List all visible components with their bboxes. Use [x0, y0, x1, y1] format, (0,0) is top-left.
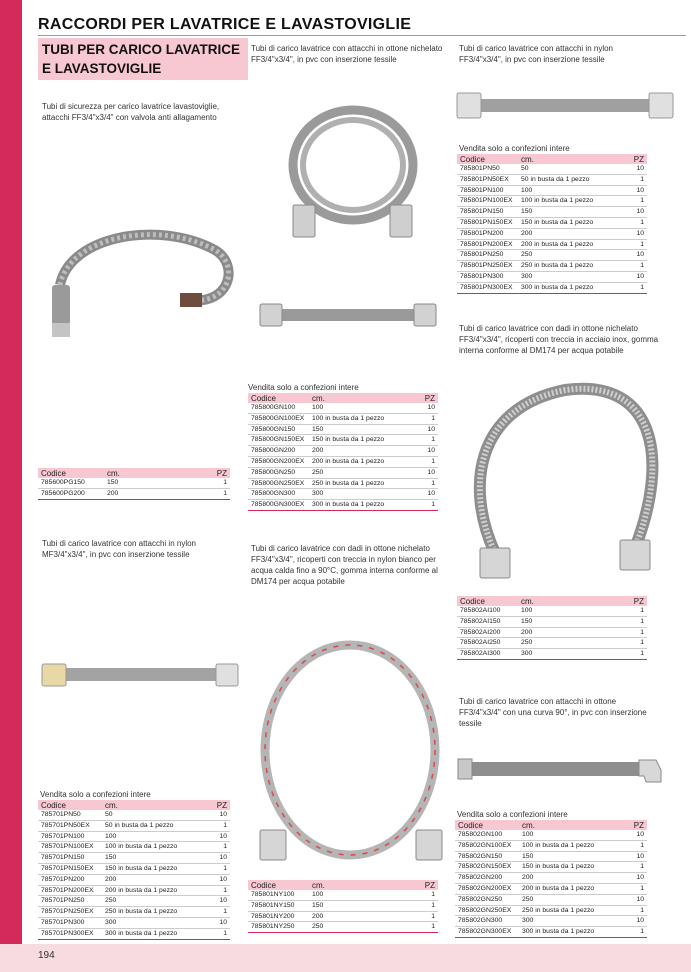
header-cm: cm.	[309, 880, 412, 890]
table-row	[248, 446, 438, 457]
cell-code: 785701PN300EX	[38, 928, 102, 939]
cell-code: 785802AI100	[457, 606, 518, 616]
cell-pz: 10	[621, 271, 647, 282]
cell-pz: 1	[621, 862, 647, 873]
cell-code: 785800GN300	[248, 489, 309, 500]
table-row	[457, 196, 647, 207]
table-header-row	[38, 468, 230, 478]
cell-code: 785802AI250	[457, 638, 518, 649]
cell-cm: 150	[518, 616, 621, 627]
cell-pz: 10	[204, 917, 230, 928]
cell-pz: 10	[204, 874, 230, 885]
cell-pz: 10	[412, 446, 438, 457]
cell-code: 785802GN100	[455, 830, 519, 840]
cell-code: 785801PN200	[457, 228, 518, 239]
cell-pz: 1	[621, 282, 647, 293]
cell-pz: 1	[621, 840, 647, 851]
table-row	[455, 927, 647, 938]
table-row	[457, 217, 647, 228]
cell-code: 785701PN150EX	[38, 863, 102, 874]
caption-pn-mf: Vendita solo a confezioni intere	[40, 790, 151, 799]
cell-cm: 50 in busta da 1 pezzo	[518, 174, 621, 185]
page-title: RACCORDI PER LAVATRICE E LAVASTOVIGLIE	[38, 16, 412, 33]
cell-cm: 200	[519, 873, 621, 884]
table-row	[248, 478, 438, 489]
cell-code: 785701PN150	[38, 853, 102, 864]
cell-code: 785802GN200EX	[455, 883, 519, 894]
header-cm: cm.	[518, 596, 621, 606]
cell-code: 785802GN300	[455, 916, 519, 927]
table-header-row	[248, 880, 438, 890]
cell-code: 785800GN150	[248, 424, 309, 435]
cell-code: 785801PN100EX	[457, 196, 518, 207]
cell-code: 785801PN200EX	[457, 239, 518, 250]
cell-code: 785802AI300	[457, 649, 518, 660]
cell-cm: 150 in busta da 1 pezzo	[102, 863, 204, 874]
cell-pz: 1	[204, 820, 230, 831]
table-row	[38, 863, 230, 874]
table-row	[38, 885, 230, 896]
cell-pz: 1	[621, 638, 647, 649]
cell-cm: 150	[309, 900, 412, 911]
cell-pz: 1	[412, 456, 438, 467]
cell-pz: 1	[204, 928, 230, 939]
table-row	[455, 840, 647, 851]
accent-sidebar	[0, 0, 22, 972]
cell-pz: 1	[621, 883, 647, 894]
cell-pz: 10	[621, 916, 647, 927]
cell-cm: 200 in busta da 1 pezzo	[309, 456, 412, 467]
table-row	[38, 488, 230, 499]
table-row	[248, 922, 438, 933]
cell-pz: 1	[412, 922, 438, 933]
cell-code: 785800GN150EX	[248, 435, 309, 446]
header-cm: cm.	[104, 468, 204, 478]
cell-pz: 10	[621, 250, 647, 261]
desc-ny: Tubi di carico lavatrice con dadi in ottone nichelato FF3/4"x3/4", ricoperti con treccia in nylon bianco per acqua calda fino a 90°C, gomma interna conforme al DM174 per acqua potabile	[251, 544, 438, 586]
cell-pz: 1	[412, 500, 438, 511]
header-code: Codice	[38, 468, 104, 478]
cell-cm: 250 in busta da 1 pezzo	[518, 261, 621, 272]
cell-cm: 300	[518, 271, 621, 282]
cell-code: 785801NY150	[248, 900, 309, 911]
cell-pz: 1	[621, 196, 647, 207]
caption-gn: Vendita solo a confezioni intere	[248, 383, 359, 392]
desc-gn90: Tubi di carico lavatrice con attacchi in ottone FF3/4"x3/4" con una curva 90°, in pvc con inserzione tessile	[459, 697, 647, 728]
cell-code: 785800GN100	[248, 403, 309, 413]
table-row	[457, 207, 647, 218]
table-row	[38, 853, 230, 864]
cell-code: 785701PN300	[38, 917, 102, 928]
cell-pz: 1	[621, 927, 647, 938]
cell-cm: 300 in busta da 1 pezzo	[102, 928, 204, 939]
table-row	[38, 896, 230, 907]
cell-code: 785802GN250	[455, 894, 519, 905]
cell-pz: 10	[621, 228, 647, 239]
caption-gn90: Vendita solo a confezioni intere	[457, 810, 568, 819]
desc-ai: Tubi di carico lavatrice con dadi in ottone nichelato FF3/4"x3/4", ricoperti con treccia in acciaio inox, gomma interna conforme al DM174 per acqua potabile	[459, 324, 659, 355]
cell-cm: 200	[518, 627, 621, 638]
cell-cm: 300 in busta da 1 pezzo	[519, 927, 621, 938]
cell-cm: 150	[102, 853, 204, 864]
cell-code: 785600PG200	[38, 488, 104, 499]
cell-pz: 10	[621, 894, 647, 905]
cell-code: 785801NY100	[248, 890, 309, 900]
table-row	[457, 228, 647, 239]
desc-pg: Tubi di sicurezza per carico lavatrice lavastoviglie, attacchi FF3/4"x3/4" con valvola anti allagamento	[42, 102, 220, 122]
table-row	[248, 489, 438, 500]
header-code: Codice	[455, 820, 519, 830]
cell-cm: 250	[309, 922, 412, 933]
cell-code: 785701PN200EX	[38, 885, 102, 896]
cell-pz: 1	[412, 478, 438, 489]
cell-code: 785701PN250EX	[38, 907, 102, 918]
table-pg	[38, 468, 230, 500]
table-row	[455, 916, 647, 927]
cell-code: 785801PN50EX	[457, 174, 518, 185]
table-row	[457, 271, 647, 282]
table-row	[455, 862, 647, 873]
cell-cm: 200 in busta da 1 pezzo	[518, 239, 621, 250]
cell-code: 785701PN50	[38, 810, 102, 820]
table-row	[457, 606, 647, 616]
cell-pz: 1	[621, 905, 647, 916]
cell-pz: 10	[621, 873, 647, 884]
table-row	[248, 413, 438, 424]
cell-pz: 1	[621, 239, 647, 250]
cell-cm: 200	[309, 911, 412, 922]
table-row	[457, 638, 647, 649]
table-row	[248, 467, 438, 478]
hose-straight-gn-image	[258, 300, 438, 330]
cell-pz: 1	[204, 885, 230, 896]
cell-code: 785701PN100EX	[38, 842, 102, 853]
cell-cm: 150	[518, 207, 621, 218]
caption-pn-ff: Vendita solo a confezioni intere	[459, 144, 570, 153]
cell-cm: 200	[518, 228, 621, 239]
cell-pz: 10	[412, 489, 438, 500]
table-row	[248, 900, 438, 911]
cell-cm: 50	[518, 164, 621, 174]
cell-pz: 1	[412, 413, 438, 424]
cell-code: 785800GN250	[248, 467, 309, 478]
header-code: Codice	[457, 596, 518, 606]
page-footer	[0, 944, 691, 972]
table-row	[248, 911, 438, 922]
header-code: Codice	[457, 154, 518, 164]
cell-cm: 100 in busta da 1 pezzo	[309, 413, 412, 424]
cell-code: 785802AI200	[457, 627, 518, 638]
cell-cm: 150 in busta da 1 pezzo	[519, 862, 621, 873]
cell-cm: 50 in busta da 1 pezzo	[102, 820, 204, 831]
header-pz: PZ	[204, 800, 230, 810]
cell-pz: 1	[204, 488, 230, 499]
table-row	[457, 282, 647, 293]
hose-coiled-safety-image	[40, 215, 240, 375]
cell-code: 785802GN300EX	[455, 927, 519, 938]
table-row	[457, 261, 647, 272]
table-row	[455, 873, 647, 884]
header-code: Codice	[248, 393, 309, 403]
hose-straight-pn-mf-image	[40, 660, 240, 690]
table-row	[248, 890, 438, 900]
cell-cm: 100	[518, 606, 621, 616]
table-row	[457, 164, 647, 174]
cell-code: 785802GN250EX	[455, 905, 519, 916]
cell-cm: 100 in busta da 1 pezzo	[102, 842, 204, 853]
header-pz: PZ	[621, 154, 647, 164]
table-row	[38, 874, 230, 885]
table-row	[38, 842, 230, 853]
cell-pz: 1	[621, 606, 647, 616]
cell-cm: 100 in busta da 1 pezzo	[519, 840, 621, 851]
cell-code: 785800GN200	[248, 446, 309, 457]
cell-cm: 100	[518, 185, 621, 196]
cell-pz: 1	[621, 174, 647, 185]
cell-cm: 200 in busta da 1 pezzo	[519, 883, 621, 894]
table-header-row	[248, 393, 438, 403]
table-row	[457, 185, 647, 196]
cell-cm: 200	[102, 874, 204, 885]
cell-pz: 1	[621, 649, 647, 660]
table-row	[455, 851, 647, 862]
cell-pz: 1	[204, 478, 230, 488]
table-row	[38, 478, 230, 488]
title-divider	[38, 35, 686, 36]
cell-code: 785800GN300EX	[248, 500, 309, 511]
cell-pz: 10	[204, 853, 230, 864]
table-row	[38, 810, 230, 820]
cell-pz: 10	[412, 467, 438, 478]
table-row	[457, 627, 647, 638]
cell-code: 785802GN150	[455, 851, 519, 862]
header-pz: PZ	[412, 393, 438, 403]
table-row	[457, 174, 647, 185]
header-pz: PZ	[204, 468, 230, 478]
table-header-row	[457, 596, 647, 606]
table-ny	[248, 880, 438, 933]
table-pn-mf	[38, 800, 230, 940]
cell-pz: 1	[204, 863, 230, 874]
hose-elbow-90-image	[456, 752, 676, 787]
header-code: Codice	[248, 880, 309, 890]
hose-braided-nylon-image	[250, 635, 450, 875]
cell-cm: 250 in busta da 1 pezzo	[102, 907, 204, 918]
table-header-row	[455, 820, 647, 830]
table-row	[455, 894, 647, 905]
cell-cm: 300 in busta da 1 pezzo	[309, 500, 412, 511]
table-row	[455, 830, 647, 840]
table-row	[38, 820, 230, 831]
table-row	[38, 928, 230, 939]
cell-cm: 250	[518, 250, 621, 261]
header-pz: PZ	[621, 596, 647, 606]
desc-pn-ff: Tubi di carico lavatrice con attacchi in nylon FF3/4"x3/4", in pvc con inserzione tessile	[459, 44, 613, 64]
cell-code: 785800GN100EX	[248, 413, 309, 424]
table-row	[455, 883, 647, 894]
cell-cm: 150 in busta da 1 pezzo	[309, 435, 412, 446]
cell-cm: 150	[519, 851, 621, 862]
cell-cm: 250	[102, 896, 204, 907]
cell-code: 785701PN50EX	[38, 820, 102, 831]
cell-pz: 10	[621, 185, 647, 196]
table-pn-ff	[457, 154, 647, 294]
cell-pz: 10	[204, 810, 230, 820]
cell-code: 785701PN200	[38, 874, 102, 885]
table-row	[248, 456, 438, 467]
table-row	[248, 424, 438, 435]
page-number: 194	[38, 950, 55, 961]
cell-cm: 150	[104, 478, 204, 488]
cell-pz: 1	[412, 890, 438, 900]
cell-pz: 10	[204, 896, 230, 907]
header-cm: cm.	[519, 820, 621, 830]
cell-cm: 100	[102, 831, 204, 842]
cell-cm: 150	[309, 424, 412, 435]
cell-cm: 300	[102, 917, 204, 928]
cell-cm: 250	[518, 638, 621, 649]
table-row	[248, 403, 438, 413]
cell-cm: 300	[518, 649, 621, 660]
table-row	[457, 239, 647, 250]
cell-pz: 1	[621, 627, 647, 638]
cell-pz: 10	[204, 831, 230, 842]
cell-pz: 1	[621, 616, 647, 627]
cell-pz: 1	[204, 842, 230, 853]
table-row	[38, 831, 230, 842]
cell-code: 785801NY250	[248, 922, 309, 933]
cell-code: 785801PN250	[457, 250, 518, 261]
hose-braided-inox-image	[455, 368, 680, 588]
cell-cm: 150 in busta da 1 pezzo	[518, 217, 621, 228]
cell-cm: 50	[102, 810, 204, 820]
cell-pz: 1	[412, 435, 438, 446]
cell-pz: 10	[412, 424, 438, 435]
cell-pz: 10	[621, 830, 647, 840]
cell-code: 785801PN300	[457, 271, 518, 282]
cell-pz: 1	[621, 261, 647, 272]
cell-cm: 300 in busta da 1 pezzo	[518, 282, 621, 293]
cell-cm: 300	[309, 489, 412, 500]
cell-pz: 10	[621, 207, 647, 218]
cell-code: 785801PN50	[457, 164, 518, 174]
table-gn	[248, 393, 438, 511]
table-row	[457, 616, 647, 627]
cell-code: 785701PN100	[38, 831, 102, 842]
cell-pz: 1	[412, 900, 438, 911]
cell-code: 785801PN150	[457, 207, 518, 218]
table-row	[38, 917, 230, 928]
cell-cm: 200	[309, 446, 412, 457]
desc-gn: Tubi di carico lavatrice con attacchi in ottone nichelato FF3/4"x3/4", in pvc con inserzione tessile	[251, 44, 443, 64]
cell-pz: 1	[204, 907, 230, 918]
cell-cm: 250 in busta da 1 pezzo	[519, 905, 621, 916]
hose-straight-pn-ff-image	[455, 88, 675, 123]
cell-code: 785802AI150	[457, 616, 518, 627]
header-cm: cm.	[518, 154, 621, 164]
cell-code: 785801NY200	[248, 911, 309, 922]
cell-cm: 100 in busta da 1 pezzo	[518, 196, 621, 207]
cell-cm: 300	[519, 916, 621, 927]
cell-pz: 10	[412, 403, 438, 413]
table-row	[248, 500, 438, 511]
cell-pz: 1	[412, 911, 438, 922]
cell-cm: 250	[309, 467, 412, 478]
section-title: TUBI PER CARICO LAVATRICE E LAVASTOVIGLIE	[42, 42, 240, 76]
cell-pz: 10	[621, 851, 647, 862]
cell-code: 785800GN200EX	[248, 456, 309, 467]
cell-code: 785801PN100	[457, 185, 518, 196]
cell-cm: 100	[309, 890, 412, 900]
table-header-row	[457, 154, 647, 164]
cell-code: 785802GN100EX	[455, 840, 519, 851]
cell-code: 785801PN300EX	[457, 282, 518, 293]
table-row	[455, 905, 647, 916]
desc-pn-mf: Tubi di carico lavatrice con attacchi in nylon MF3/4"x3/4", in pvc con inserzione tessile	[42, 539, 196, 559]
header-code: Codice	[38, 800, 102, 810]
table-header-row	[38, 800, 230, 810]
cell-code: 785600PG150	[38, 478, 104, 488]
cell-code: 785800GN250EX	[248, 478, 309, 489]
hose-coiled-gn-image	[275, 95, 430, 255]
cell-code: 785701PN250	[38, 896, 102, 907]
cell-cm: 200	[104, 488, 204, 499]
cell-cm: 250	[519, 894, 621, 905]
table-row	[248, 435, 438, 446]
table-row	[38, 907, 230, 918]
cell-cm: 250 in busta da 1 pezzo	[309, 478, 412, 489]
table-row	[457, 250, 647, 261]
table-ai	[457, 596, 647, 660]
cell-cm: 200 in busta da 1 pezzo	[102, 885, 204, 896]
table-row	[457, 649, 647, 660]
cell-cm: 100	[309, 403, 412, 413]
cell-code: 785801PN150EX	[457, 217, 518, 228]
header-pz: PZ	[412, 880, 438, 890]
table-gn90	[455, 820, 647, 938]
cell-code: 785801PN250EX	[457, 261, 518, 272]
cell-code: 785802GN150EX	[455, 862, 519, 873]
cell-pz: 10	[621, 164, 647, 174]
cell-pz: 1	[621, 217, 647, 228]
header-cm: cm.	[102, 800, 204, 810]
header-cm: cm.	[309, 393, 412, 403]
cell-cm: 100	[519, 830, 621, 840]
header-pz: PZ	[621, 820, 647, 830]
cell-code: 785802GN200	[455, 873, 519, 884]
